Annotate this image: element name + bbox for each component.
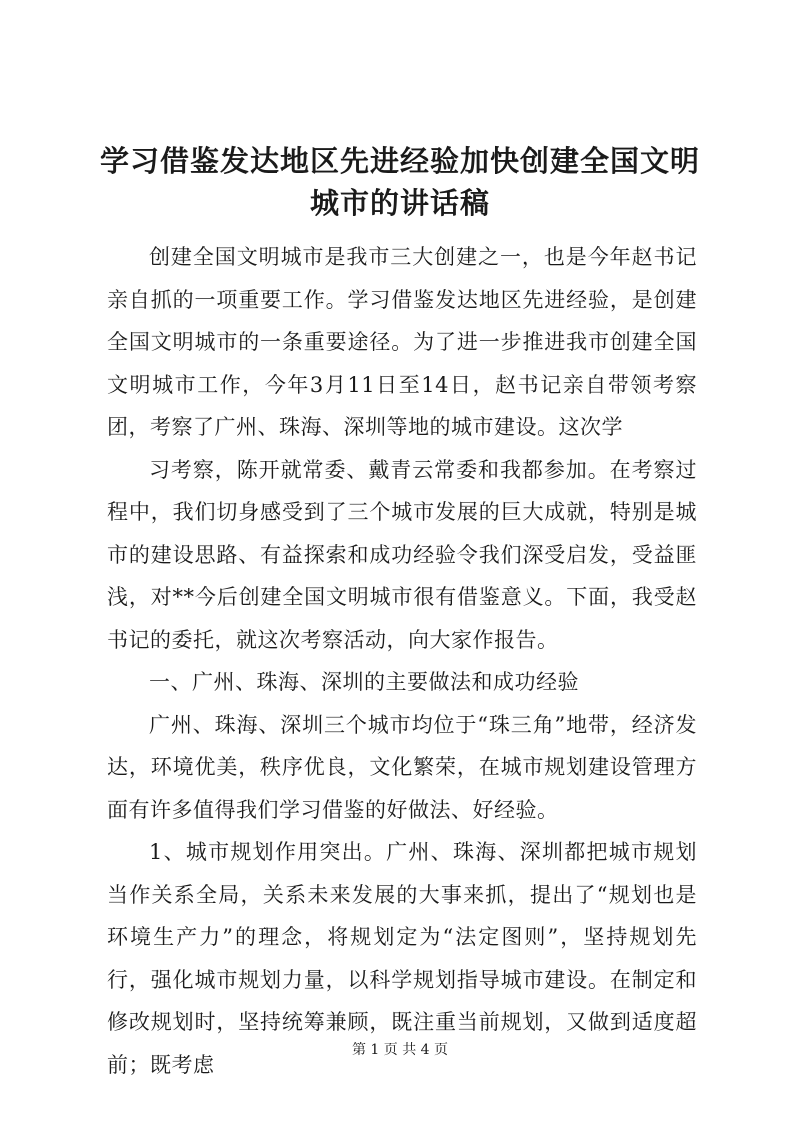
page-number-footer: 第 1 页 共 4 页 bbox=[351, 1042, 449, 1058]
document-title bbox=[100, 140, 700, 224]
document-body bbox=[107, 236, 697, 1086]
paragraph-planning: 1、城市规划作用突出。广州、珠海、深圳都把城市规划当作关系全局，关系未来发展的大事来抓，提出了“规划也是环境生产力”的理念，将规划定为“法定图则”，坚持规划先行，强化城市规划力量，以科学规划指导城市建设。在制定和修改规划时，坚持统筹兼顾，既注重当前规划，又做到适度超前；既考虑 bbox=[107, 840, 697, 1077]
title-line-1: 学习借鉴发达地区先进经验加快创建全国文明 bbox=[100, 144, 701, 178]
paragraph-inspection: 习考察，陈开就常委、戴青云常委和我都参加。在考察过程中，我们切身感受到了三个城市发展的巨大成就，特别是城市的建设思路、有益探索和成功经验令我们深受启发，受益匪浅，对**今后创建全国文明城市很有借鉴意义。下面，我受赵书记的委托，就这次考察活动，向大家作报告。 bbox=[107, 457, 697, 652]
paragraph-intro: 创建全国文明城市是我市三大创建之一，也是今年赵书记亲自抓的一项重要工作。学习借鉴发达地区先进经验，是创建全国文明城市的一条重要途径。为了进一步推进我市创建全国文明城市工作，今年3月11日至14日，赵书记亲自带领考察团，考察了广州、珠海、深圳等地的城市建设。这次学 bbox=[107, 245, 697, 439]
section-heading: 一、广州、珠海、深圳的主要做法和成功经验 bbox=[149, 670, 579, 694]
paragraph-overview: 广州、珠海、深圳三个城市均位于“珠三角”地带，经济发达，环境优美，秩序优良，文化繁荣，在城市规划建设管理方面有许多值得我们学习借鉴的好做法、好经验。 bbox=[107, 712, 697, 822]
title-line-2: 城市的讲话稿 bbox=[309, 186, 490, 220]
